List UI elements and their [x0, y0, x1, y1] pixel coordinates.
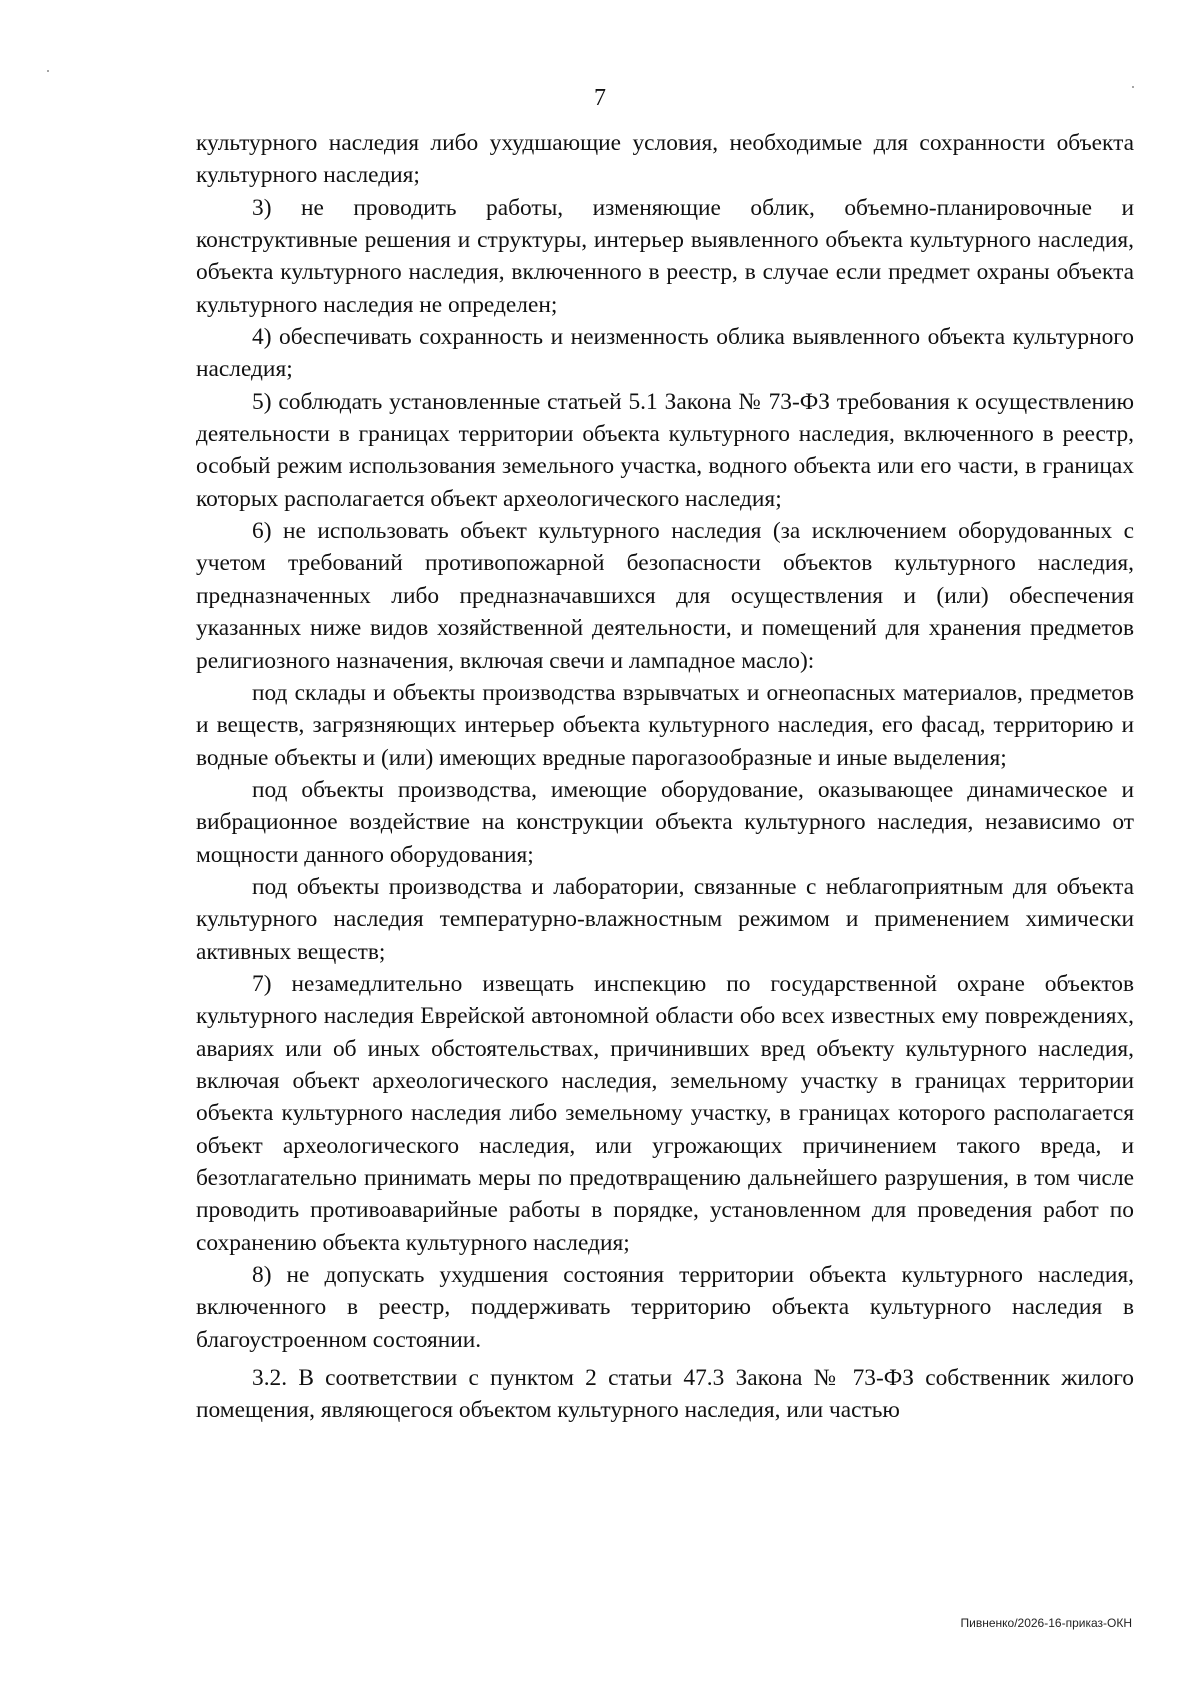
paragraph-subitem-warehouses: под склады и объекты производства взрывчатых и огнеопасных материалов, предметов и веществ, загрязняющих интерьер объекта культурного наследия, его фасад, территорию и водные объекты и (или) имеющих вредные парогазообразные и иные выделения; [196, 679, 1134, 771]
scan-speck [47, 70, 49, 72]
paragraph-continuation: культурного наследия либо ухудшающие условия, необходимые для сохранности объекта культурного наследия; [196, 130, 1134, 189]
paragraph-item-8: 8) не допускать ухудшения состояния территории объекта культурного наследия, включенного в реестр, поддерживать территорию объекта культурного наследия в благоустроенном состоянии. [196, 1262, 1134, 1353]
paragraph-item-6: 6) не использовать объект культурного наследия (за исключением оборудованных с учетом требований противопожарной безопасности объектов культурного наследия, предназначенных либо предназначавшихся для осуществления и (или) обеспечения указанных ниже видов хозяйственной деятельности, и помещений для хранения предметов религиозного назначения, включая свечи и лампадное масло): [196, 518, 1134, 674]
paragraph-item-3: 3) не проводить работы, изменяющие облик, объемно-планировочные и конструктивные решения и структуры, интерьер выявленного объекта культурного наследия, объекта культурного наследия, включенного в реестр, в случае если предмет охраны объекта культурного наследия не определен; [196, 194, 1134, 318]
document-body [196, 127, 1134, 1427]
paragraph-item-5: 5) соблюдать установленные статьей 5.1 Закона № 73-ФЗ требования к осуществлению деятельности в границах территории объекта культурного наследия, включенного в реестр, особый режим использования земельного участка, водного объекта или его части, в границах которых располагается объект археологического наследия; [196, 388, 1134, 512]
paragraph-subitem-laboratories: под объекты производства и лаборатории, связанные с неблагоприятным для объекта культурного наследия температурно-влажностным режимом и применением химически активных веществ; [196, 873, 1134, 965]
paragraph-subitem-production: под объекты производства, имеющие оборудование, оказывающее динамическое и вибрационное воздействие на конструкции объекта культурного наследия, независимо от мощности данного оборудования; [196, 776, 1134, 868]
paragraph-item-4: 4) обеспечивать сохранность и неизменность облика выявленного объекта культурного наследия; [196, 324, 1134, 383]
document-footer-code: Пивненко/2026-16-приказ-ОКН [960, 1616, 1132, 1630]
page-number: 7 [594, 85, 606, 111]
paragraph-section-3-2: 3.2. В соответствии с пунктом 2 статьи 47.3 Закона № 73-ФЗ собственник жилого помещения, являющегося объектом культурного наследия, или частью [196, 1365, 1134, 1424]
paragraph-item-7: 7) незамедлительно извещать инспекцию по государственной охране объектов культурного наследия Еврейской автономной области обо всех известных ему повреждениях, авариях или об иных обстоятельствах, причинивших вред объекту культурного наследия, включая объект археологического наследия, земельному участку в границах территории объекта культурного наследия либо земельному участку, в границах которого располагается объект археологического наследия, или угрожающих причинением такого вреда, и безотлагательно принимать меры по предотвращению дальнейшего разрушения, в том числе проводить противоаварийные работы в порядке, установленном для проведения работ по сохранению объекта культурного наследия; [196, 970, 1134, 1256]
